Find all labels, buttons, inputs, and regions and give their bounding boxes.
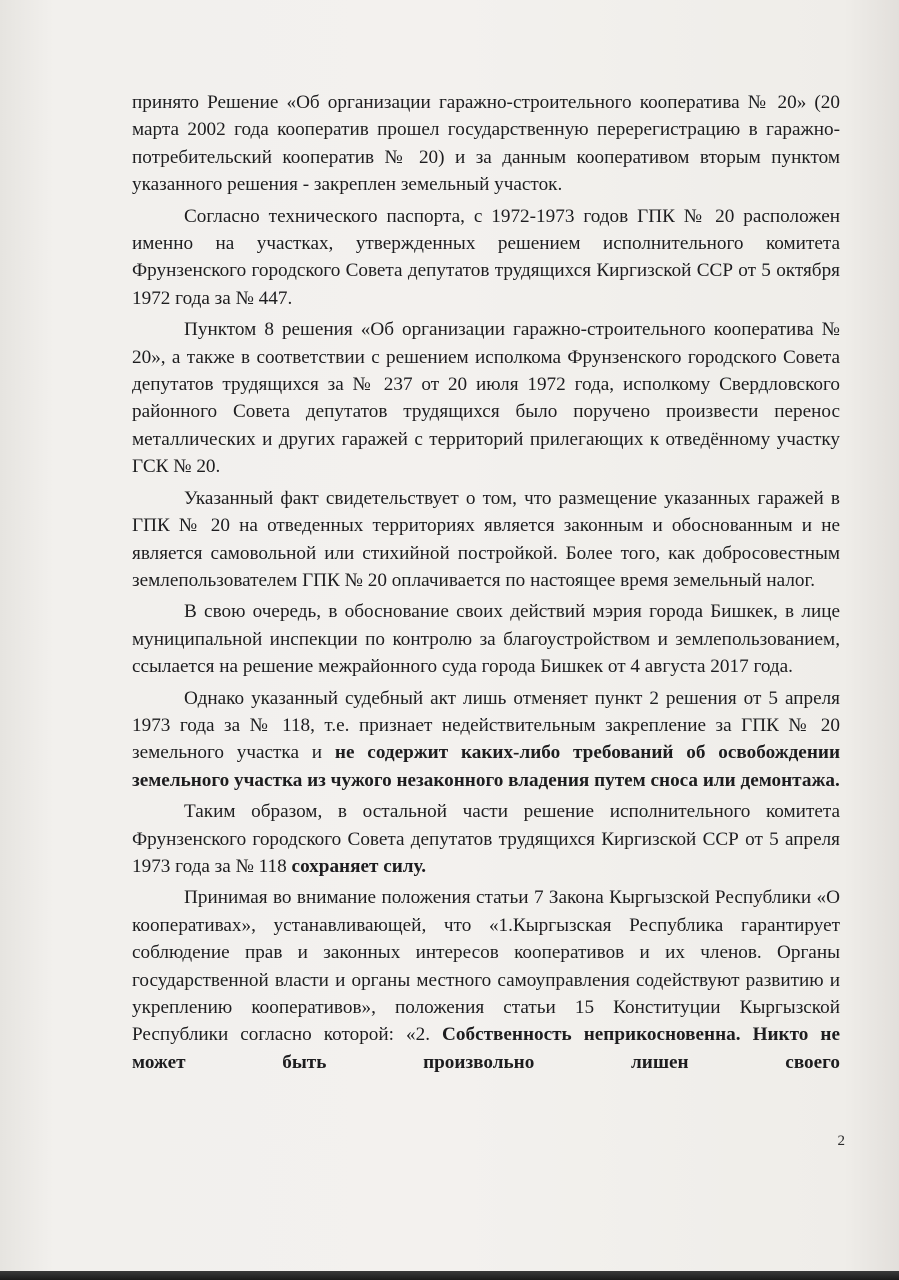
- text-segment: принято Решение «Об организации гаражно-строительного кооператива № 20» (20 марта 2002 года кооператив прошел государственную перерегистрацию в гаражно-потребительский кооператив № 20) и за данным кооперативом вторым пунктом указанного решения - закреплен земельный участок.: [132, 92, 840, 196]
- text-segment: Таким образом, в остальной части решение исполнительного комитета Фрунзенского городского Совета депутатов трудящихся Киргизской ССР от 5 апреля 1973 года за № 118: [132, 801, 840, 877]
- text-segment: В свою очередь, в обоснование своих действий мэрия города Бишкек, в лице муниципальной инспекции по контролю за благоустройством и землепользованием, ссылается на решение межрайонного суда города Бишкек от 4 августа 2017 года.: [132, 601, 840, 678]
- text-segment: Согласно технического паспорта, с 1972-1973 годов ГПК № 20 расположен именно на участках, утвержденных решением исполнительного комитета Фрунзенского городского Совета депутатов трудящихся Киргизской ССР от 5 октября 1972 года за № 447.: [132, 205, 840, 309]
- text-segment: Однако указанный судебный акт лишь отменяет пункт 2 решения от 5 апреля 1973 года за № 118, т.е. признает недействительным закрепление за ГПК № 20 земельного участка и: [132, 687, 840, 764]
- paragraph: [132, 598, 840, 680]
- bold-text-segment: сохраняет силу.: [291, 855, 427, 877]
- paragraph: [132, 884, 840, 1076]
- text-segment: Принимая во внимание положения статьи 7 Закона Кыргызской Республики «О кооперативах», устанавливающей, что «1.Кыргызская Республика гарантирует соблюдение прав и законных интересов кооперативов и их членов. Органы государственной власти и органы местного самоуправления содействуют развитию и укреплению кооперативов», положения статьи 15 Конституции Кыргызской Республики согласно которой: «2.: [132, 887, 840, 1046]
- paragraph: [132, 485, 840, 595]
- bold-text-segment: не содержит каких-либо требований об освобождении земельного участка из чужого незаконного владения путем сноса или демонтажа.: [132, 742, 840, 791]
- paragraph: [132, 685, 840, 795]
- page-number: 2: [837, 1133, 845, 1149]
- bold-text-segment: Собственность неприкосновенна. Никто не может быть произвольно лишен своего: [132, 1024, 840, 1073]
- scan-bottom-edge: [0, 1271, 899, 1280]
- text-segment: Указанный факт свидетельствует о том, что размещение указанных гаражей в ГПК № 20 на отведенных территориях является законным и обоснованным и не является самовольной или стихийной постройкой. Более того, как добросовестным землепользователем ГПК № 20 оплачивается по настоящее время земельный налог.: [132, 487, 840, 591]
- paragraph: [132, 203, 840, 313]
- paragraph: [132, 798, 840, 880]
- text-segment: Пунктом 8 решения «Об организации гаражно-строительного кооператива № 20», а также в соответствии с решением исполкома Фрунзенского городского Совета депутатов трудящихся за № 237 от 20 июля 1972 года, исполкому Свердловского районного Совета депутатов трудящихся было поручено произвести перенос металлических и других гаражей с территорий прилегающих к отведённому участку ГСК № 20.: [132, 319, 840, 478]
- paragraph: [132, 316, 840, 480]
- document-body: [132, 89, 840, 1080]
- paragraph: [132, 89, 840, 199]
